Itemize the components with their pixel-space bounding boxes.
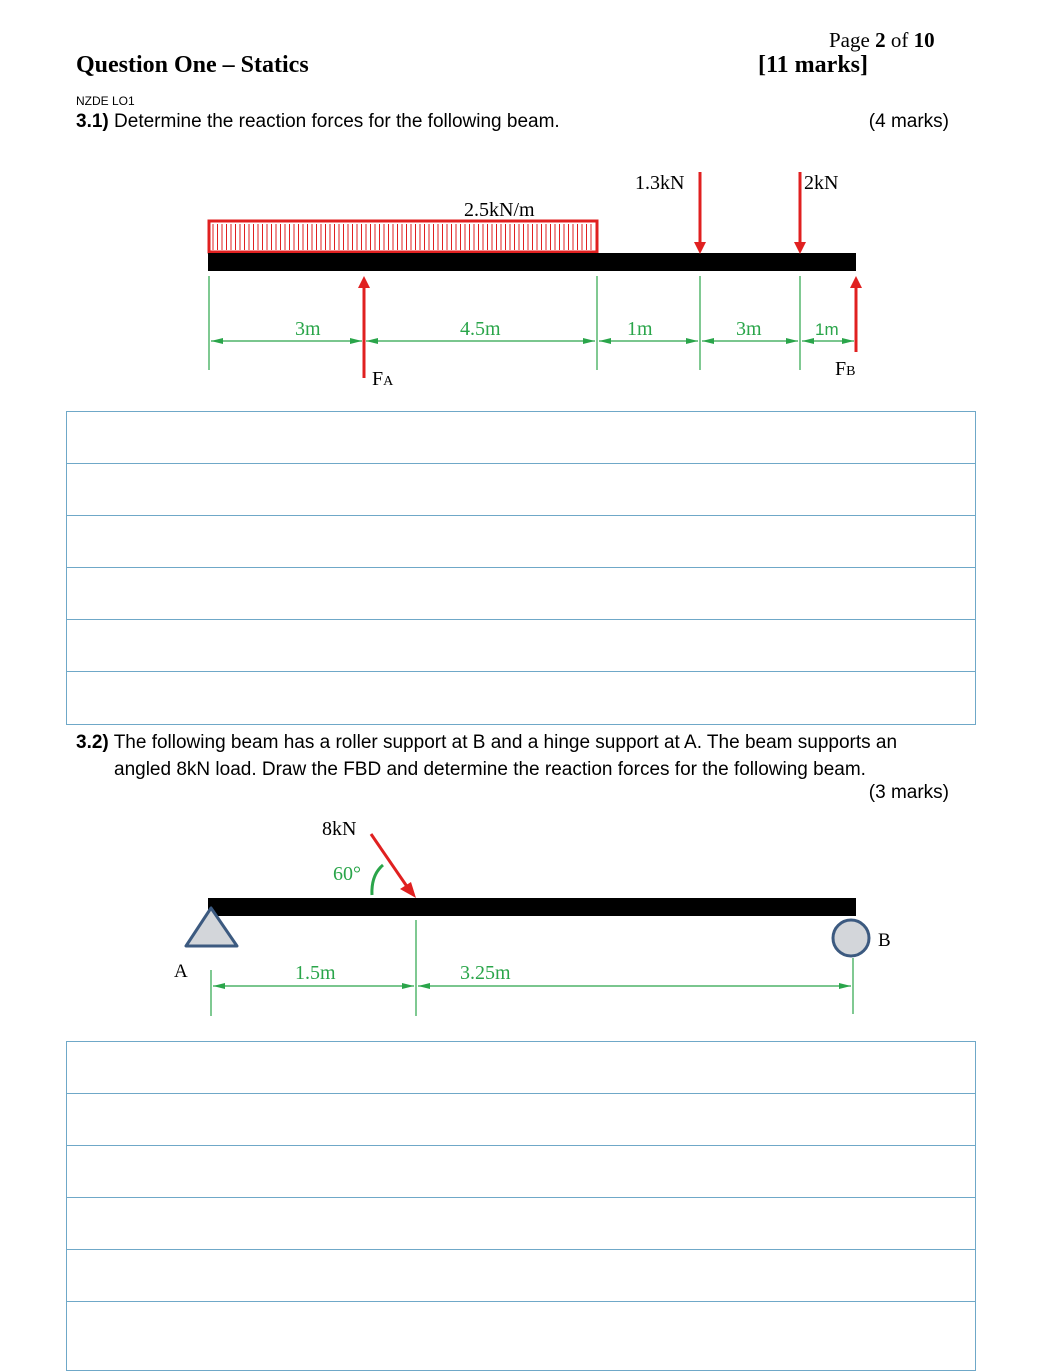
dim-1-5m-label: 1.5m <box>295 962 336 984</box>
beam-32 <box>208 898 856 916</box>
dim-3-25m-label: 3.25m <box>460 962 511 984</box>
q32-number: 3.2) <box>76 732 109 753</box>
dim-1m-b-label: 1m <box>815 320 839 339</box>
q31-marks: (4 marks) <box>868 111 949 132</box>
udl-hatch <box>213 224 591 250</box>
roller-support-b <box>833 920 869 956</box>
answer-line[interactable] <box>67 1094 975 1146</box>
q31-answer-box[interactable] <box>66 411 976 725</box>
answer-line[interactable] <box>67 1146 975 1198</box>
beam-31 <box>208 253 856 271</box>
question-marks: [11 marks] <box>758 52 868 78</box>
reaction-b-label: FB <box>835 358 856 380</box>
load-1-3kn-label: 1.3kN <box>635 172 685 194</box>
page-number: Page 2 of 10 <box>829 28 935 52</box>
reaction-a-arrowhead <box>358 276 370 288</box>
reaction-a-label: FA <box>372 368 394 390</box>
q32-prompt <box>76 729 966 783</box>
dim-3m-label: 3m <box>295 318 321 340</box>
answer-line[interactable] <box>67 412 975 464</box>
angle-label: 60° <box>333 863 361 885</box>
dim-1m-label: 1m <box>627 318 653 340</box>
learning-outcome: NZDE LO1 <box>76 94 135 108</box>
q32-text-line2: angled 8kN load. Draw the FBD and determine the reaction forces for the following beam. <box>114 759 866 780</box>
load-2kn-arrowhead <box>794 242 806 254</box>
reaction-b-arrowhead <box>850 276 862 288</box>
answer-line[interactable] <box>67 672 975 724</box>
answer-line[interactable] <box>67 1042 975 1094</box>
q32-beam-diagram <box>0 800 1043 1040</box>
load-8kn-arrowhead <box>400 882 416 898</box>
q31-text: Determine the reaction forces for the following beam. <box>114 111 560 132</box>
answer-line[interactable] <box>67 1302 975 1354</box>
dim-4-5m-label: 4.5m <box>460 318 501 340</box>
load-8kn-label: 8kN <box>322 818 357 840</box>
udl-label: 2.5kN/m <box>464 199 535 221</box>
answer-line[interactable] <box>67 1198 975 1250</box>
answer-line[interactable] <box>67 620 975 672</box>
angle-arc <box>372 865 383 895</box>
question-title: Question One – Statics <box>76 52 309 78</box>
answer-line[interactable] <box>67 516 975 568</box>
load-2kn-label: 2kN <box>804 172 839 194</box>
q31-beam-diagram <box>0 0 1043 400</box>
q32-marks: (3 marks) <box>868 782 949 803</box>
dim-3m-b-label: 3m <box>736 318 762 340</box>
answer-line[interactable] <box>67 568 975 620</box>
support-b-label: B <box>878 930 891 951</box>
q31-number: 3.1) <box>76 111 109 132</box>
load-8kn-arrow <box>371 834 408 888</box>
answer-line[interactable] <box>67 464 975 516</box>
answer-line[interactable] <box>67 1250 975 1302</box>
load-1-3kn-arrowhead <box>694 242 706 254</box>
support-a-label: A <box>174 961 188 982</box>
q32-text-line1: The following beam has a roller support at B and a hinge support at A. The beam supports an <box>113 732 898 753</box>
q32-answer-box[interactable] <box>66 1041 976 1371</box>
